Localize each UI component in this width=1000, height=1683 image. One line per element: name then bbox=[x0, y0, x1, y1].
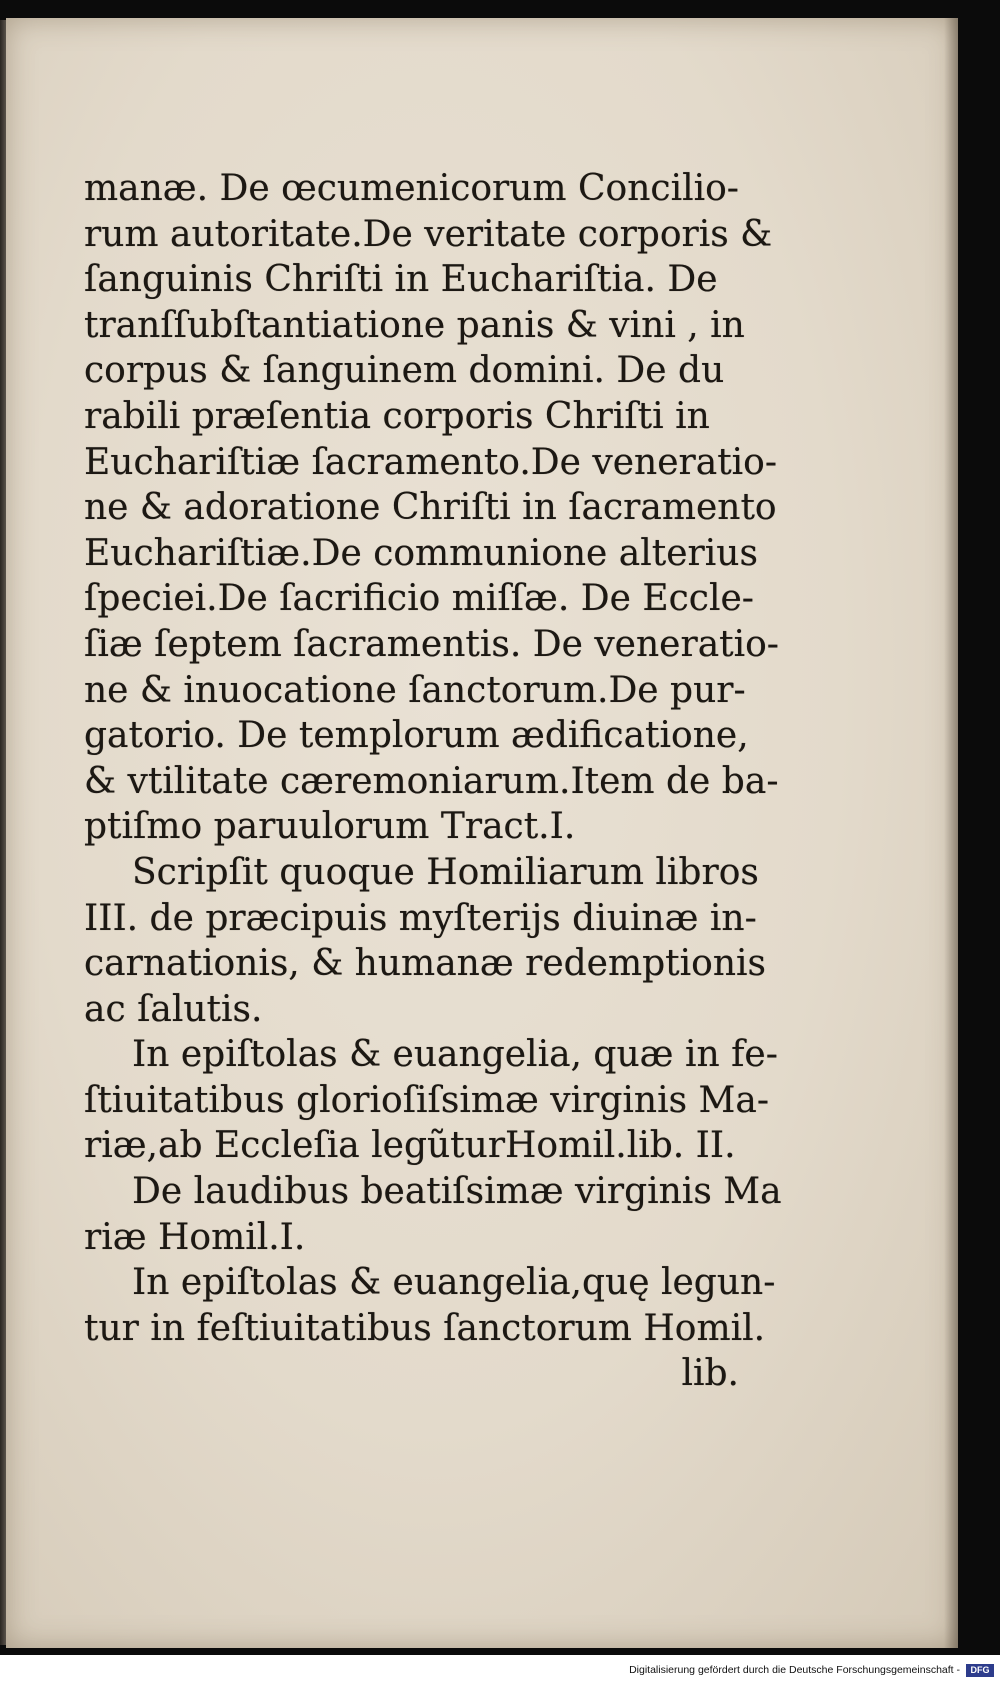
text-line: ac ſalutis. bbox=[84, 988, 263, 1030]
text-line: & vtilitate cæremoniarum.Item de ba- bbox=[84, 760, 779, 802]
text-line: ſiæ ſeptem ſacramentis. De veneratio- bbox=[84, 623, 779, 665]
text-line: riæ,ab Eccleſia legũturHomil.lib. II. bbox=[84, 1125, 736, 1167]
text-line: ne & inuocatione ſanctorum.De pur- bbox=[84, 669, 746, 711]
text-line: Scripſit quoque Homiliarum libros bbox=[132, 851, 759, 893]
funding-credit: Digitalisierung gefördert durch die Deutsche Forschungsgemeinschaft - bbox=[629, 1664, 960, 1676]
digitization-footer bbox=[0, 1655, 1000, 1683]
text-line: ſpeciei.De ſacrificio miſſæ. De Eccle- bbox=[84, 578, 754, 620]
text-line: ſtiuitatibus glorioſiſsimæ virginis Ma- bbox=[84, 1079, 769, 1121]
text-line: gatorio. De templorum ædificatione, bbox=[84, 715, 749, 757]
catchword: lib. bbox=[681, 1353, 739, 1395]
text-line: corpus & ſanguinem domini. De du bbox=[84, 350, 725, 392]
text-line: ne & adoratione Chriſti in ſacramento bbox=[84, 487, 777, 529]
text-line: tur in feſtiuitatibus ſanctorum Homil. bbox=[84, 1307, 766, 1349]
text-line: manæ. De œcumenicorum Concilio- bbox=[84, 168, 739, 209]
page-gutter-shadow bbox=[944, 18, 958, 1648]
text-line: ſanguinis Chriſti in Euchariſtia. De bbox=[84, 259, 718, 301]
text-line: Euchariſtiæ ſacramento.De veneratio- bbox=[84, 441, 778, 483]
dfg-logo: DFG bbox=[966, 1664, 994, 1677]
text-line: carnationis, & humanæ redemptionis bbox=[84, 943, 766, 985]
book-page bbox=[6, 18, 958, 1648]
text-line: Euchariſtiæ.De communione alterius bbox=[84, 532, 758, 574]
text-line: De laudibus beatiſsimæ virginis Ma bbox=[132, 1171, 782, 1213]
text-line: tranſſubſtantiatione panis & vini , in bbox=[84, 304, 745, 346]
text-line: III. de præcipuis myſterijs diuinæ in- bbox=[84, 897, 757, 939]
page-text bbox=[84, 166, 782, 1397]
text-line: rabili præſentia corporis Chriſti in bbox=[84, 395, 710, 437]
text-line: rum autoritate.De veritate corporis & bbox=[84, 213, 773, 255]
text-line: In epiſtolas & euangelia, quæ in fe- bbox=[132, 1034, 778, 1076]
text-line: In epiſtolas & euangelia,quę legun- bbox=[132, 1262, 776, 1304]
text-line: riæ Homil.I. bbox=[84, 1216, 306, 1258]
text-line: ptiſmo paruulorum Tract.I. bbox=[84, 806, 576, 848]
